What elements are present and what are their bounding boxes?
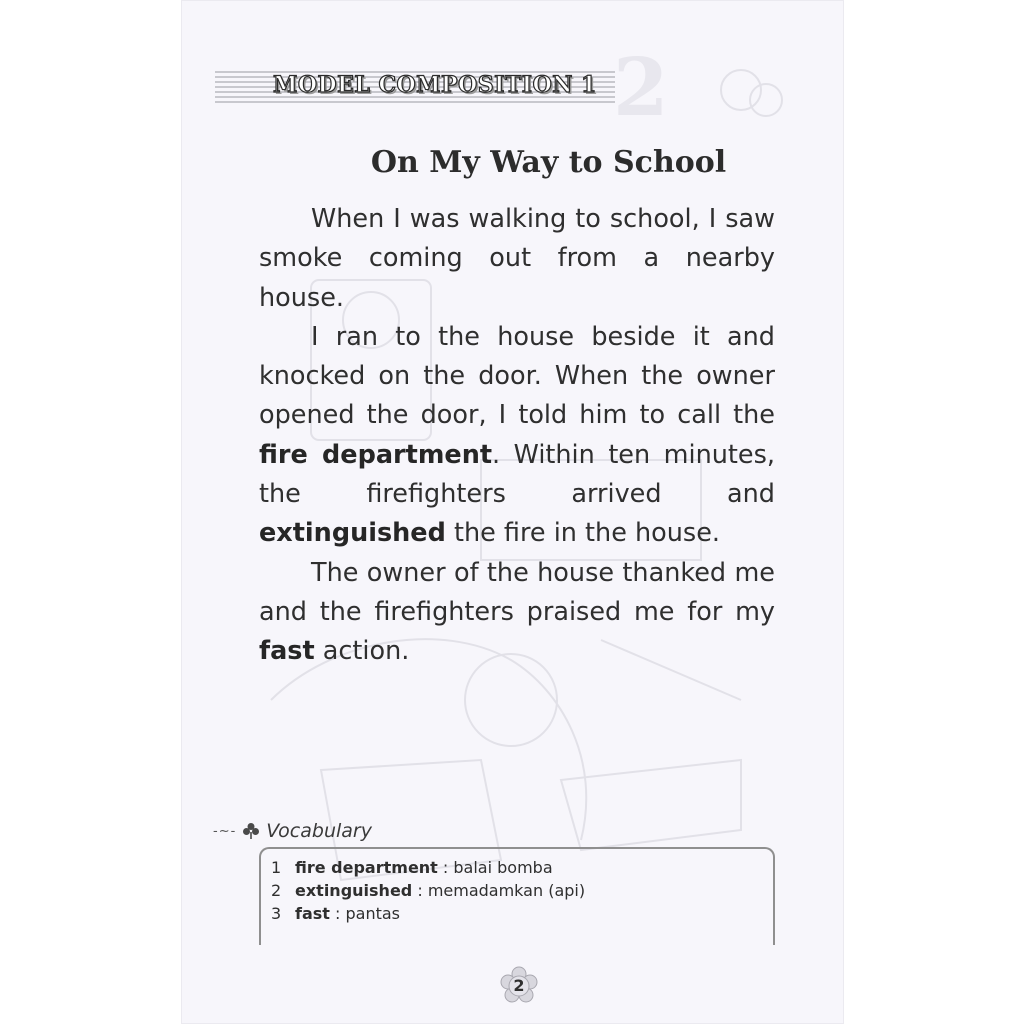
vocabulary-item-meaning: pantas (345, 904, 401, 923)
vocabulary-item-word: fast (295, 904, 330, 923)
vocabulary-item (271, 902, 585, 925)
vocabulary-term: extinguished (259, 518, 446, 549)
clover-icon (242, 822, 260, 840)
vocabulary-item-meaning: memadamkan (api) (427, 881, 586, 900)
vocabulary-item-word: fire department (295, 858, 438, 877)
vocabulary-item-word: extinguished (295, 881, 413, 900)
story-paragraph (259, 318, 775, 554)
story-text: When I was walking to school, I saw smoke coming out from a nearby house. (259, 204, 775, 313)
vocabulary-label: Vocabulary (266, 820, 372, 842)
vocabulary-item (271, 879, 585, 902)
page-number-badge (499, 966, 539, 1006)
vocabulary-item (271, 856, 585, 879)
story-text: action. (314, 636, 410, 667)
section-header: MODEL COMPOSITION 1 (273, 72, 597, 98)
vocabulary-item-meaning: balai bomba (453, 858, 553, 877)
story-paragraph (259, 554, 775, 672)
vocabulary-item-number: 2 (271, 881, 282, 900)
story-text: I ran to the house beside it and knocked on the door. When the owner opened the door, I told him to call the (259, 321, 775, 431)
book-page (181, 0, 844, 1024)
svg-text:2: 2 (613, 40, 669, 134)
decorative-squiggle: -~- (213, 823, 237, 839)
vocabulary-heading (213, 820, 372, 842)
vocabulary-term: fire department (259, 439, 493, 470)
story-body (259, 200, 775, 672)
vocabulary-item-separator: : (412, 881, 428, 900)
vocabulary-item-separator: : (329, 904, 346, 923)
story-paragraph (259, 200, 775, 318)
page-number: 2 (513, 976, 525, 995)
story-text: The owner of the house thanked me and the firefighters praised me for my (259, 557, 775, 627)
vocabulary-term: fast (259, 636, 315, 667)
vocabulary-list (271, 856, 585, 925)
story-title: On My Way to School (370, 145, 727, 180)
vocabulary-item-number: 1 (271, 858, 282, 877)
vocabulary-item-number: 3 (271, 904, 282, 923)
vocabulary-item-separator: : (437, 858, 454, 877)
story-text: the fire in the house. (445, 518, 721, 549)
story-text: . Within ten minutes, the firefighters arrived and (259, 439, 775, 510)
